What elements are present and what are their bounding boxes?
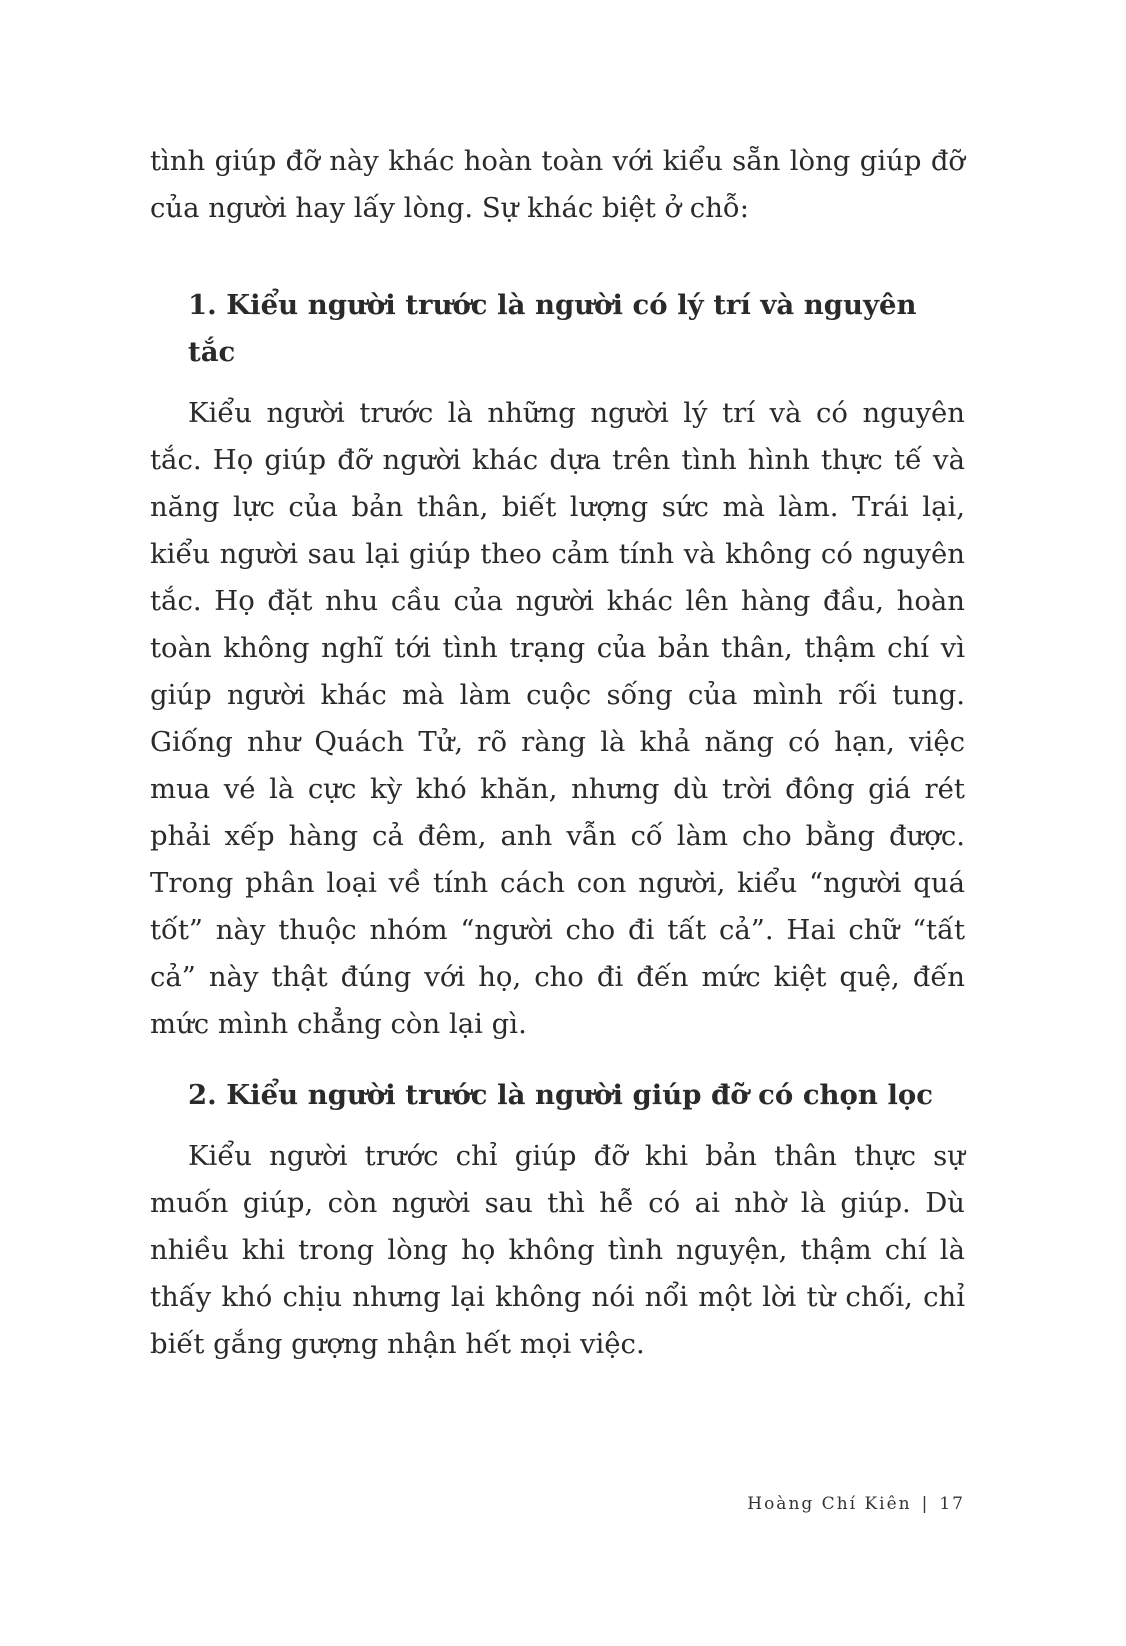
intro-paragraph: tình giúp đỡ này khác hoàn toàn với kiểu sẵn lòng giúp đỡ của người hay lấy lòng. Sự khác biệt ở chỗ: — [150, 145, 965, 224]
section-2-body: Kiểu người trước chỉ giúp đỡ khi bản thân thực sự muốn giúp, còn người sau thì hễ có ai nhờ là giúp. Dù nhiều khi trong lòng họ không tình nguyện, thậm chí là thấy khó chịu nhưng lại không nói nổi một lời từ chối, chỉ biết gắng gượng nhận hết mọi việc. — [150, 1140, 965, 1360]
section-1-heading: 1. Kiểu người trước là người có lý trí và nguyên tắc — [188, 289, 917, 368]
footer-separator: | — [921, 1494, 930, 1514]
page-content — [150, 138, 965, 1368]
footer-author: Hoàng Chí Kiên — [747, 1494, 912, 1514]
page-number: 17 — [939, 1494, 965, 1514]
section-2-heading: 2. Kiểu người trước là người giúp đỡ có chọn lọc — [188, 1079, 933, 1111]
page-footer — [747, 1494, 965, 1514]
section-1-body: Kiểu người trước là những người lý trí và có nguyên tắc. Họ giúp đỡ người khác dựa trên tình hình thực tế và năng lực của bản thân, biết lượng sức mà làm. Trái lại, kiểu người sau lại giúp theo cảm tính và không có nguyên tắc. Họ đặt nhu cầu của người khác lên hàng đầu, hoàn toàn không nghĩ tới tình trạng của bản thân, thậm chí vì giúp người khác mà làm cuộc sống của mình rối tung. Giống như Quách Tử, rõ ràng là khả năng có hạn, việc mua vé là cực kỳ khó khăn, nhưng dù trời đông giá rét phải xếp hàng cả đêm, anh vẫn cố làm cho bằng được. Trong phân loại về tính cách con người, kiểu “người quá tốt” này thuộc nhóm “người cho đi tất cả”. Hai chữ “tất cả” này thật đúng với họ, cho đi đến mức kiệt quệ, đến mức mình chẳng còn lại gì. — [150, 397, 965, 1040]
